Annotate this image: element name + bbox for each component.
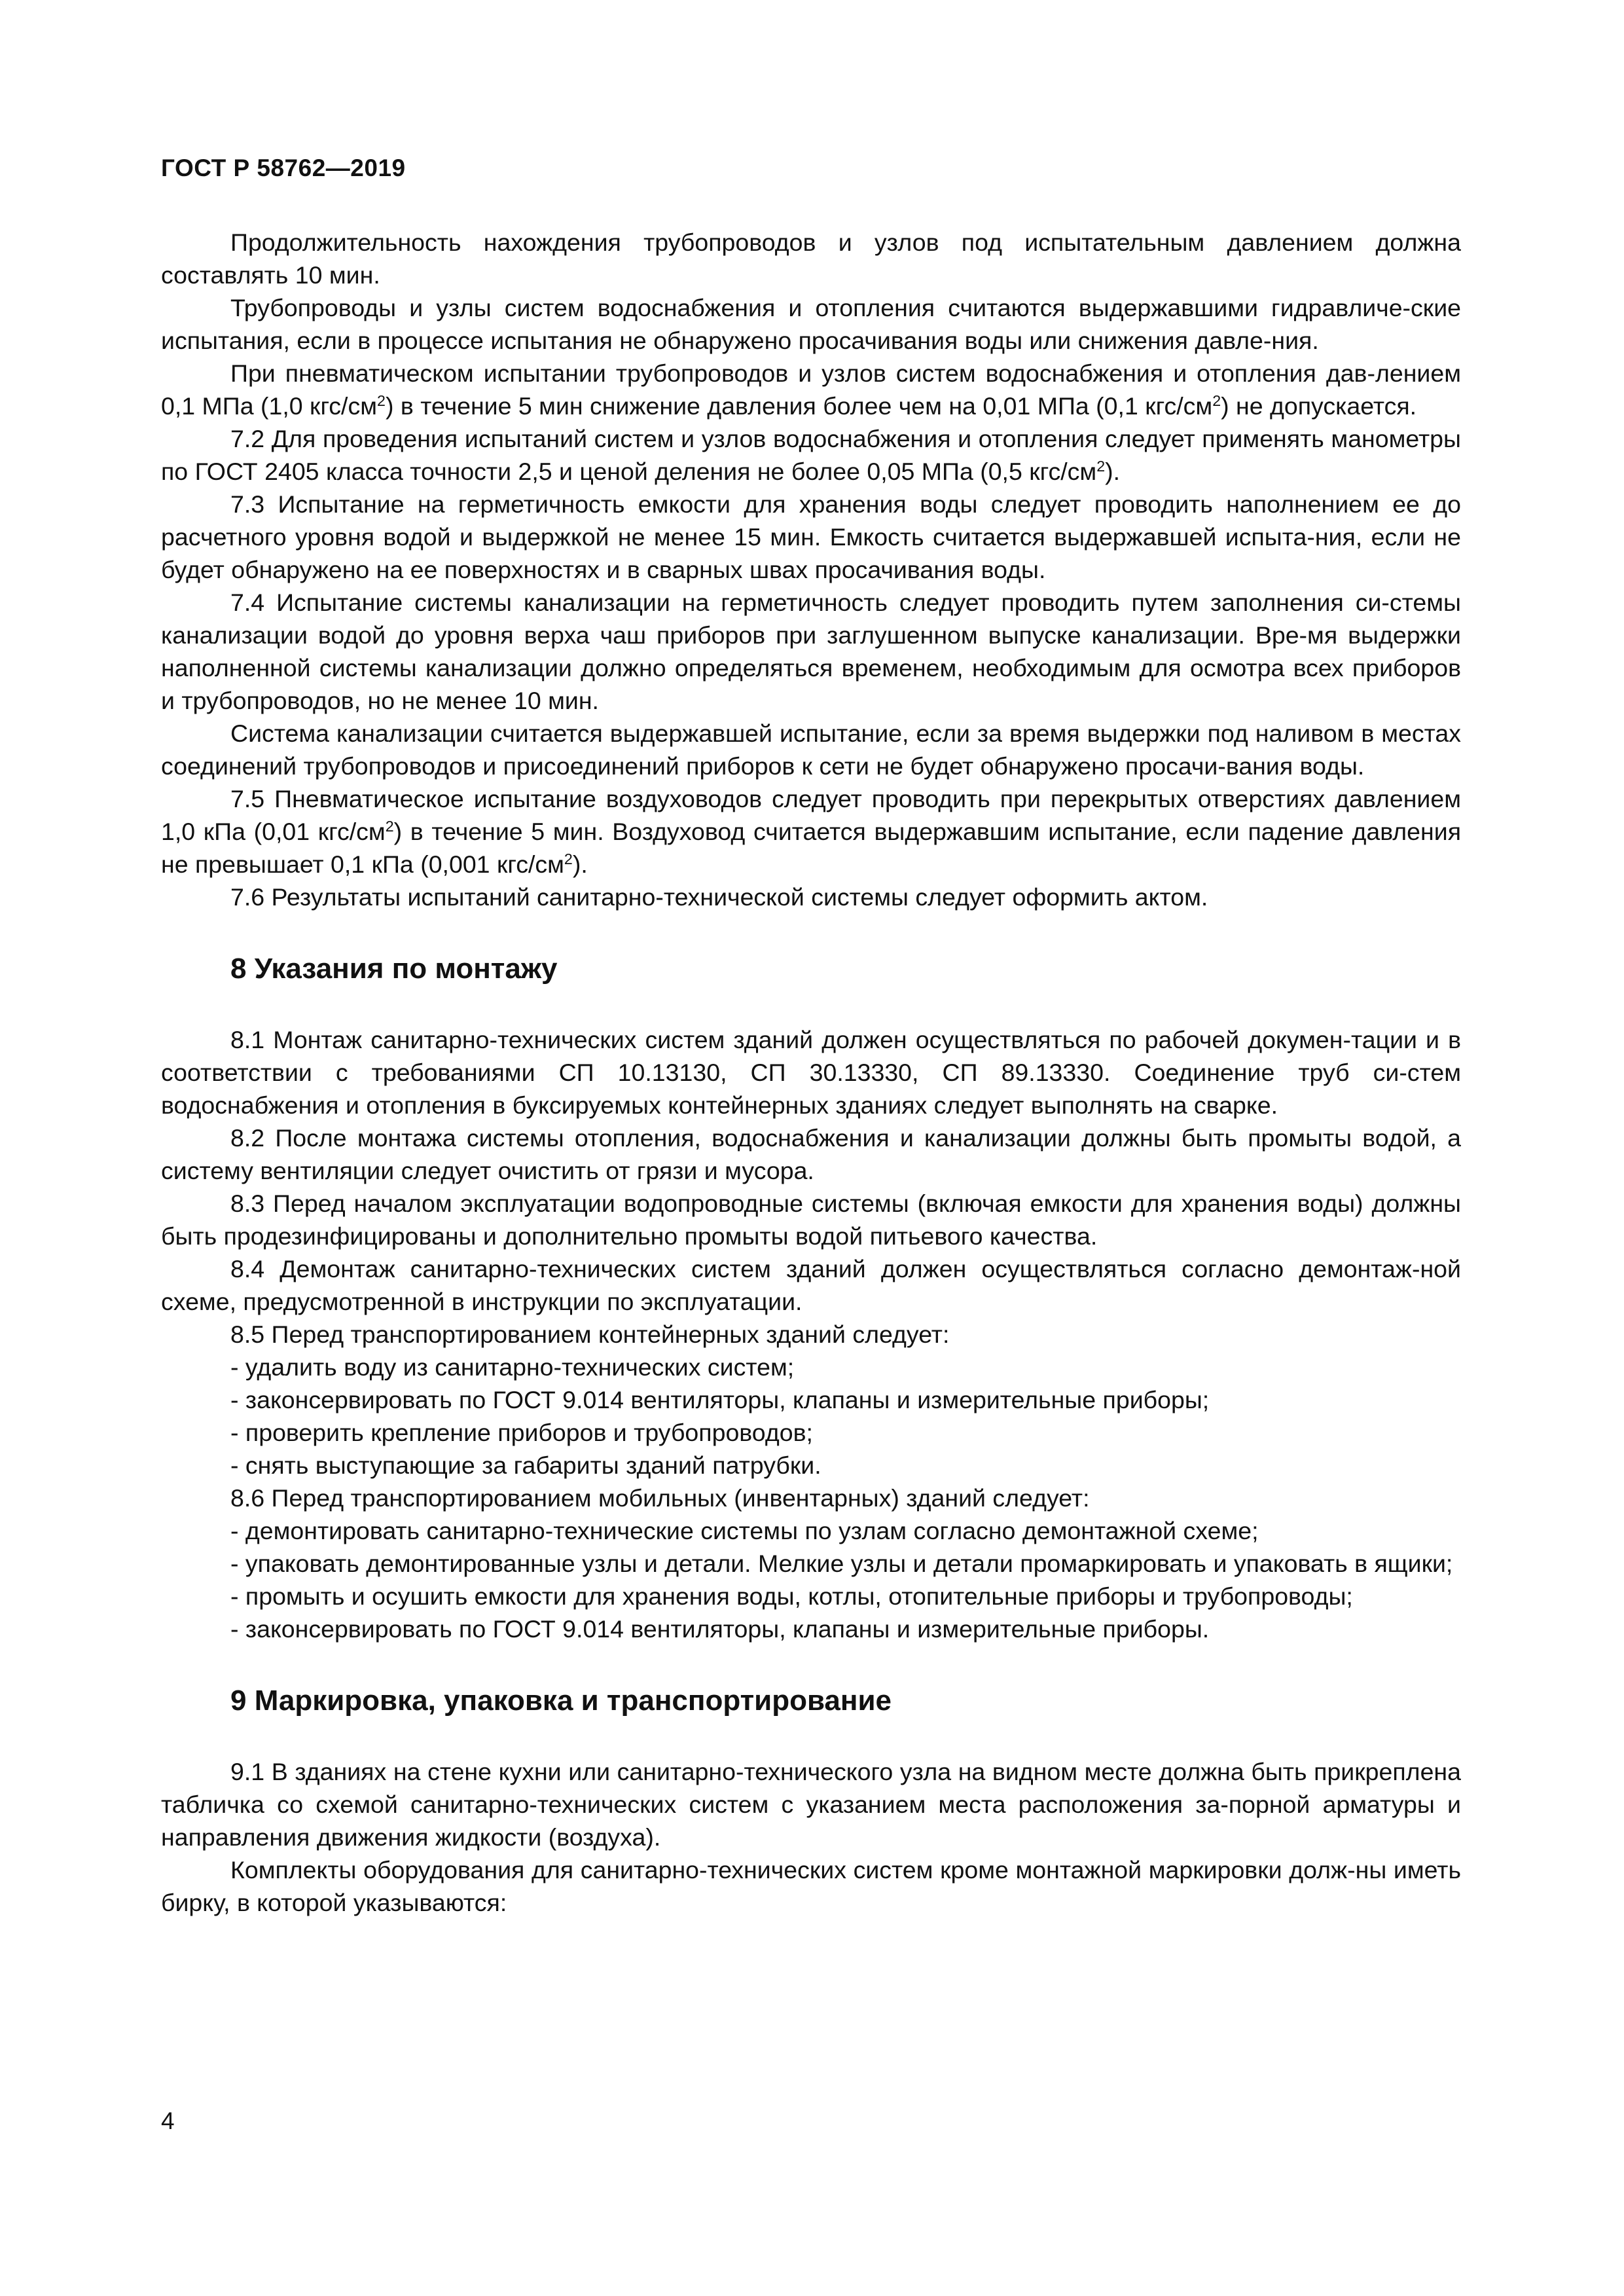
paragraph-7-5: 7.5 Пневматическое испытание воздуховодов следует проводить при перекрытых отверстиях давлением 1,0 кПа (0,01 кгс/$см^2$) в течение 5 мин. Воздуховод считается выдержавшим испытание, если падение давления не превышает 0,1 кПа (0,001 кгс/$см^2$). xyxy=(161,785,1461,878)
paragraph-8-4: 8.4 Демонтаж санитарно-технических систем зданий должен осуществляться согласно демонтаж-ной схеме, предусмотренной в инструкции по эксплуатации. xyxy=(161,1255,1461,1315)
list-item: - законсервировать по ГОСТ 9.014 вентиляторы, клапаны и измерительные приборы; xyxy=(230,1386,1210,1413)
list-item: - снять выступающие за габариты зданий патрубки. xyxy=(230,1451,821,1479)
paragraph-7-4: 7.4 Испытание системы канализации на герметичность следует проводить путем заполнения си-стемы канализации водой до уровня верха чаш приборов при заглушенном выпуске канализации. Вре-мя выдержки наполненной системы канализации должно определяться временем, необходимым для осмотра всех приборов и трубопроводов, но не менее 10 мин. xyxy=(161,589,1461,714)
page-number: 4 xyxy=(161,2107,175,2134)
paragraph-test-duration: Продолжительность нахождения трубопроводов и узлов под испытательным давлением должна составлять 10 мин. xyxy=(161,228,1461,289)
list-item: - удалить воду из санитарно-технических систем; xyxy=(230,1353,795,1381)
paragraph-8-2: 8.2 После монтажа системы отопления, водоснабжения и канализации должны быть промыты водой, а систему вентиляции следует очистить от грязи и мусора. xyxy=(161,1124,1461,1184)
paragraph-8-1: 8.1 Монтаж санитарно-технических систем зданий должен осуществляться по рабочей докумен-тации и в соответствии с требованиями СП 10.13130, СП 30.13330, СП 89.13330. Соединение труб си-стем водоснабжения и отопления в буксируемых контейнерных зданиях следует выполнять на сварке. xyxy=(161,1026,1461,1119)
paragraph-8-5: 8.5 Перед транспортированием контейнерных зданий следует: xyxy=(230,1321,950,1348)
paragraph-8-3: 8.3 Перед началом эксплуатации водопроводные системы (включая емкости для хранения воды) должны быть продезинфицированы и дополнительно промыты водой питьевого качества. xyxy=(161,1190,1461,1250)
paragraph-equipment-tag: Комплекты оборудования для санитарно-технических систем кроме монтажной маркировки долж-ны иметь бирку, в которой указываются: xyxy=(161,1856,1461,1916)
section-8-heading: 8 Указания по монтажу xyxy=(230,953,558,985)
document-code-header: ГОСТ Р 58762—2019 xyxy=(161,155,406,181)
paragraph-7-3: 7.3 Испытание на герметичность емкости для хранения воды следует проводить наполнением ее до расчетного уровня водой и выдержкой не менее 15 мин. Емкость считается выдержавшей испыта-ния, если не будет обнаружено на ее поверхностях и в сварных швах просачивания воды. xyxy=(161,490,1461,583)
list-item: - законсервировать по ГОСТ 9.014 вентиляторы, клапаны и измерительные приборы. xyxy=(230,1615,1210,1643)
list-item: - упаковать демонтированные узлы и детали. Мелкие узлы и детали промаркировать и упаковать в ящики; xyxy=(230,1550,1453,1577)
paragraph-7-2: 7.2 Для проведения испытаний систем и узлов водоснабжения и отопления следует применять манометры по ГОСТ 2405 класса точности 2,5 и ценой деления не более 0,05 МПа (0,5 кгс/$см^2$). xyxy=(161,425,1461,485)
paragraph-9-1: 9.1 В зданиях на стене кухни или санитарно-технического узла на видном месте должна быть прикреплена табличка со схемой санитарно-технических систем с указанием места расположения за-порной арматуры и направления движения жидкости (воздуха). xyxy=(161,1758,1461,1851)
section-9-heading: 9 Маркировка, упаковка и транспортирование xyxy=(230,1685,892,1717)
paragraph-pneumatic-test: При пневматическом испытании трубопроводов и узлов систем водоснабжения и отопления дав-лением 0,1 МПа (1,0 кгс/$см^2$) в течение 5 мин снижение давления более чем на 0,01 МПа (0,1 кгс/$см^2$) не допускается. xyxy=(161,359,1461,420)
list-item: - демонтировать санитарно-технические системы по узлам согласно демонтажной схеме; xyxy=(230,1517,1259,1544)
list-item: - проверить крепление приборов и трубопроводов; xyxy=(230,1419,813,1446)
paragraph-hydraulic-test-result: Трубопроводы и узлы систем водоснабжения и отопления считаются выдержавшими гидравличе-ские испытания, если в процессе испытания не обнаружено просачивания воды или снижения давле-ния. xyxy=(161,294,1461,354)
paragraph-7-6: 7.6 Результаты испытаний санитарно-технической системы следует оформить актом. xyxy=(230,883,1208,911)
document-body xyxy=(161,226,1461,1919)
paragraph-7-4-result: Система канализации считается выдержавшей испытание, если за время выдержки под наливом в местах соединений трубопроводов и присоединений приборов к сети не будет обнаружено просачи-вания воды. xyxy=(161,720,1461,780)
list-item: - промыть и осушить емкости для хранения воды, котлы, отопительные приборы и трубопроводы; xyxy=(230,1582,1353,1610)
paragraph-8-6: 8.6 Перед транспортированием мобильных (инвентарных) зданий следует: xyxy=(230,1484,1090,1512)
